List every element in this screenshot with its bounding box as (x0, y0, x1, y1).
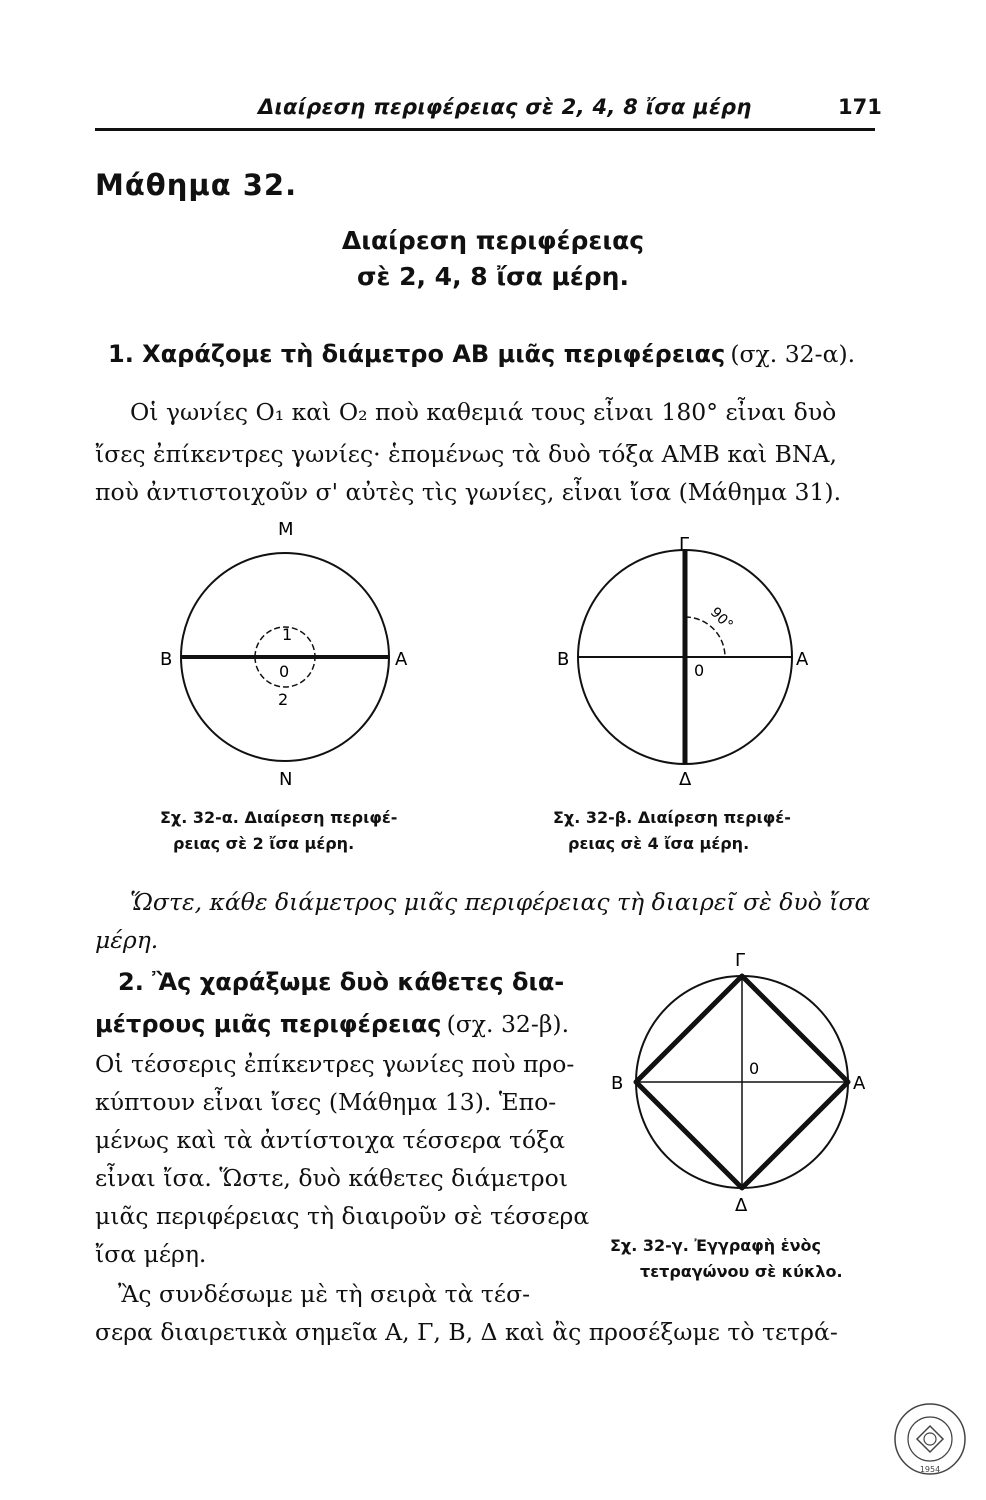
section2-line: μιᾶς περιφέρειας τὴ διαιροῦν σὲ τέσσερα (95, 1202, 590, 1230)
fig-b-caption-line1: Σχ. 32-β. Διαίρεση περιφέ- (553, 808, 791, 827)
section2-line: κύπτουν εἶναι ἴσες (Μάθημα 13). Ἑπο- (95, 1088, 557, 1116)
section1-heading-line (108, 340, 855, 368)
fig-b-label-right: Α (796, 649, 809, 670)
conclusion-line1: Ὥστε, κάθε διάμετρος μιᾶς περιφέρειας τὴ διαιρεῖ σὲ δυὸ ἴσα (130, 888, 871, 916)
lesson-label: Μάθημα 32. (95, 168, 298, 202)
fig-a-label-top: Μ (278, 520, 294, 540)
fig-b-label-center: 0 (694, 661, 705, 680)
section2-line: Ἂς συνδέσωμε μὲ τὴ σειρὰ τὰ τέσ- (118, 1280, 531, 1308)
fig-a-caption-line1: Σχ. 32-α. Διαίρεση περιφέ- (160, 808, 398, 827)
stamp-emblem (917, 1426, 943, 1452)
section1-heading-ref: (σχ. 32-α). (730, 340, 856, 368)
figure-32a (140, 520, 430, 800)
fig-c-label-top: Γ (735, 950, 746, 971)
fig-b-label-bottom: Δ (679, 769, 692, 790)
fig-a-label-bottom: Ν (279, 769, 293, 790)
header-rule (95, 128, 875, 131)
section2-line: Οἱ τέσσερις ἐπίκεντρες γωνίες ποὺ προ- (95, 1050, 575, 1078)
fig-c-caption-line1: Σχ. 32-γ. Ἐγγραφὴ ἑνὸς (610, 1236, 822, 1255)
section1-heading: 1. Χαράζομε τὴ διάμετρο ΑΒ μιᾶς περιφέρειας (108, 340, 726, 368)
fig-a-label-angle2: 2 (278, 690, 289, 709)
section2-line: μένως καὶ τὰ ἀντίστοιχα τέσσερα τόξα (95, 1126, 566, 1154)
section2-heading-line2 (95, 1010, 569, 1038)
lesson-title-line2: σὲ 2, 4, 8 ἴσα μέρη. (357, 262, 629, 291)
fig-c-label-center: 0 (749, 1059, 760, 1078)
section1-line: Οἱ γωνίες O₁ καὶ O₂ ποὺ καθεμιά τους εἶναι 180° εἶναι δυὸ (130, 398, 837, 426)
library-stamp (893, 1402, 967, 1476)
fig-a-label-right: Α (395, 649, 408, 670)
section2-line: ἴσα μέρη. (95, 1240, 207, 1268)
figure-32c (600, 945, 890, 1230)
fig-c-label-left: Β (611, 1073, 624, 1094)
running-header-title: Διαίρεση περιφέρειας σὲ 2, 4, 8 ἴσα μέρη (258, 95, 752, 119)
stamp-outer-ring (895, 1404, 965, 1474)
section1-line: ἴσες ἐπίκεντρες γωνίες· ἑπομένως τὰ δυὸ τόξα ΑΜΒ καὶ ΒΝΑ, (95, 440, 837, 468)
stamp-inner-ring (908, 1417, 952, 1461)
fig-a-label-center: 0 (279, 662, 290, 681)
fig-c-caption-line2: τετραγώνου σὲ κύκλο. (640, 1262, 843, 1281)
fig-c-label-right: Α (853, 1073, 866, 1094)
conclusion-line2: μέρη. (95, 926, 159, 954)
fig-b-label-angle: 90° (706, 604, 736, 634)
fig-b-caption-line2: ρειας σὲ 4 ἴσα μέρη. (568, 834, 750, 853)
fig-a-label-angle1: 1 (282, 625, 293, 644)
fig-b-label-left: Β (557, 649, 570, 670)
stamp-year: 1954 (919, 1465, 941, 1474)
fig-b-label-top: Γ (679, 534, 690, 555)
section2-heading: μέτρους μιᾶς περιφέρειας (95, 1010, 442, 1038)
page-number: 171 (838, 95, 882, 119)
section2-line: σερα διαιρετικὰ σημεῖα Α, Γ, Β, Δ καὶ ἂς προσέξωμε τὸ τετρά- (95, 1318, 838, 1346)
section2-line: εἶναι ἴσα. Ὥστε, δυὸ κάθετες διάμετροι (95, 1164, 568, 1192)
section1-line: ποὺ ἀντιστοιχοῦν σ' αὐτὲς τὶς γωνίες, εἶναι ἴσα (Μάθημα 31). (95, 478, 842, 506)
figure-32b (550, 520, 830, 800)
section2-heading-ref: (σχ. 32-β). (446, 1010, 570, 1038)
fig-a-caption-line2: ρειας σὲ 2 ἴσα μέρη. (173, 834, 355, 853)
stamp-emblem-center (924, 1433, 936, 1445)
section2-heading-line1: 2. Ἂς χαράξωμε δυὸ κάθετες δια- (118, 968, 565, 996)
fig-a-label-left: Β (160, 649, 173, 670)
lesson-title-line1: Διαίρεση περιφέρειας (341, 226, 645, 255)
fig-c-label-bottom: Δ (735, 1195, 748, 1216)
